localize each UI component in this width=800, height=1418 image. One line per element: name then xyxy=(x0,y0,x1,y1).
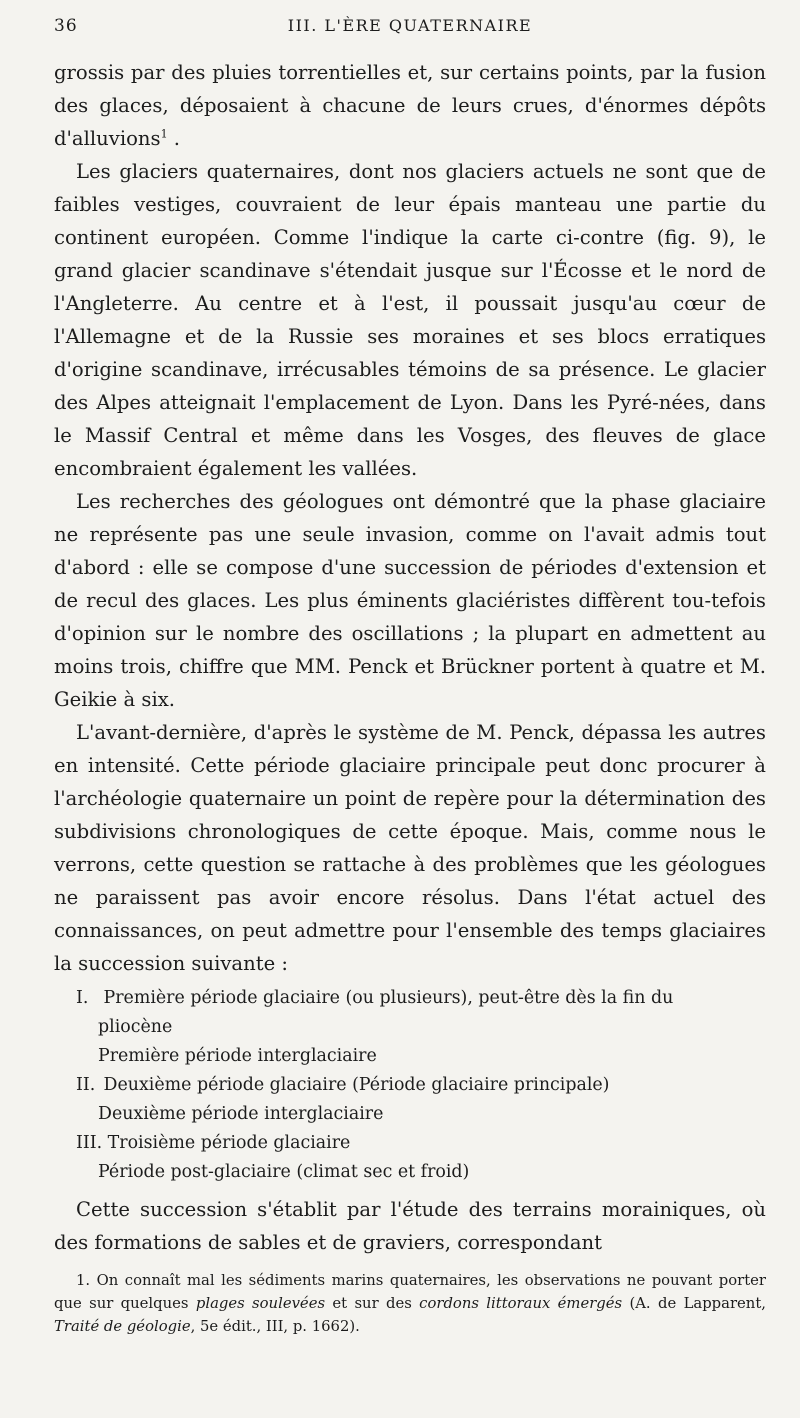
footnote-number: 1. xyxy=(76,1272,91,1289)
closing-paragraph: Cette succession s'établit par l'étude des terrains morainiques, où des formations de sables et de graviers, correspondant xyxy=(54,1198,766,1254)
list-subitem: Période post-glaciaire (climat sec et froid) xyxy=(98,1162,470,1182)
footnote-ref[interactable]: 1 xyxy=(160,127,168,141)
footnote-text-4: , 5e édit., III, p. 1662). xyxy=(190,1318,360,1335)
book-page xyxy=(54,0,766,1338)
list-item-text: Troisième période glaciaire xyxy=(107,1133,351,1153)
footnote-text-1: On connaît mal les sédiments marins quaternaires, les observations ne pouvant porter que sur quelques xyxy=(54,1272,766,1312)
paragraph-2: Les glaciers quaternaires, dont nos glaciers actuels ne sont que de faibles vestiges, couvraient de leur épais manteau une partie du continent européen. Comme l'indique la carte ci-contre (fig. 9), le grand glacier scandinave s'étendait jusque sur l'Écosse et le nord de l'Angleterre. Au centre et à l'est, il poussait jusqu'au cœur de l'Allemagne et de la Russie ses moraines et ses blocs erratiques d'origine scandinave, irrécusables témoins de sa présence. Le glacier des Alpes atteignait l'emplacement de Lyon. Dans les Pyré-nées, dans le Massif Central et même dans les Vosges, des fleuves de glace encombraient également les vallées. xyxy=(54,160,766,480)
list-item xyxy=(54,984,766,1013)
body-text xyxy=(54,56,766,1259)
list-item-text: Première période glaciaire (ou plusieurs), peut-être dès la fin du xyxy=(103,988,674,1008)
footnote-italic-2: cordons littoraux émergés xyxy=(419,1295,623,1312)
running-title: III. L'ÈRE QUATERNAIRE xyxy=(287,16,533,35)
footnote-italic-1: plages soulevées xyxy=(195,1295,326,1312)
glacial-periods-list xyxy=(54,984,766,1187)
list-item xyxy=(54,1071,766,1100)
footnote-italic-3: Traité de géologie xyxy=(54,1318,191,1335)
paragraph-1-text: grossis par des pluies torrentielles et, sur certains points, par la fusion des glaces, déposaient à chacune de leurs crues, d'énormes dépôts d'alluvions xyxy=(54,61,766,150)
running-head xyxy=(54,16,766,56)
footnote-text-2: et sur des xyxy=(325,1295,420,1312)
paragraph-3: Les recherches des géologues ont démontré que la phase glaciaire ne représente pas une seule invasion, comme on l'avait admis tout d'abord : elle se compose d'une succession de périodes d'extension et de recul des glaces. Les plus éminents glaciéristes diffèrent tou-tefois d'opinion sur le nombre des oscillations ; la plupart en admettent au moins trois, chiffre que MM. Penck et Brückner portent à quatre et M. Geikie à six. xyxy=(54,490,766,711)
list-numeral: II. xyxy=(76,1075,96,1095)
list-item xyxy=(54,1129,766,1158)
list-subitem: Deuxième période interglaciaire xyxy=(98,1104,384,1124)
list-numeral: III. xyxy=(76,1133,103,1153)
list-item-text: Deuxième période glaciaire (Période glaciaire principale) xyxy=(103,1075,610,1095)
footnote-text-3: (A. de Lapparent, xyxy=(622,1295,766,1312)
page-number: 36 xyxy=(54,16,78,36)
paragraph-1-end: . xyxy=(167,127,181,150)
list-item-continuation: pliocène xyxy=(98,1017,173,1037)
list-numeral: I. xyxy=(76,988,89,1008)
list-subitem: Première période interglaciaire xyxy=(98,1046,377,1066)
paragraph-1 xyxy=(54,56,766,155)
paragraph-4: L'avant-dernière, d'après le système de M. Penck, dépassa les autres en intensité. Cette période glaciaire principale peut donc procurer à l'archéologie quaternaire un point de repère pour la détermination des subdivisions chronologiques de cette époque. Mais, comme nous le verrons, cette question se rattache à des problèmes que les géologues ne paraissent pas avoir encore résolus. Dans l'état actuel des connaissances, on peut admettre pour l'ensemble des temps glaciaires la succession suivante : xyxy=(54,721,766,975)
footnote xyxy=(54,1269,766,1338)
